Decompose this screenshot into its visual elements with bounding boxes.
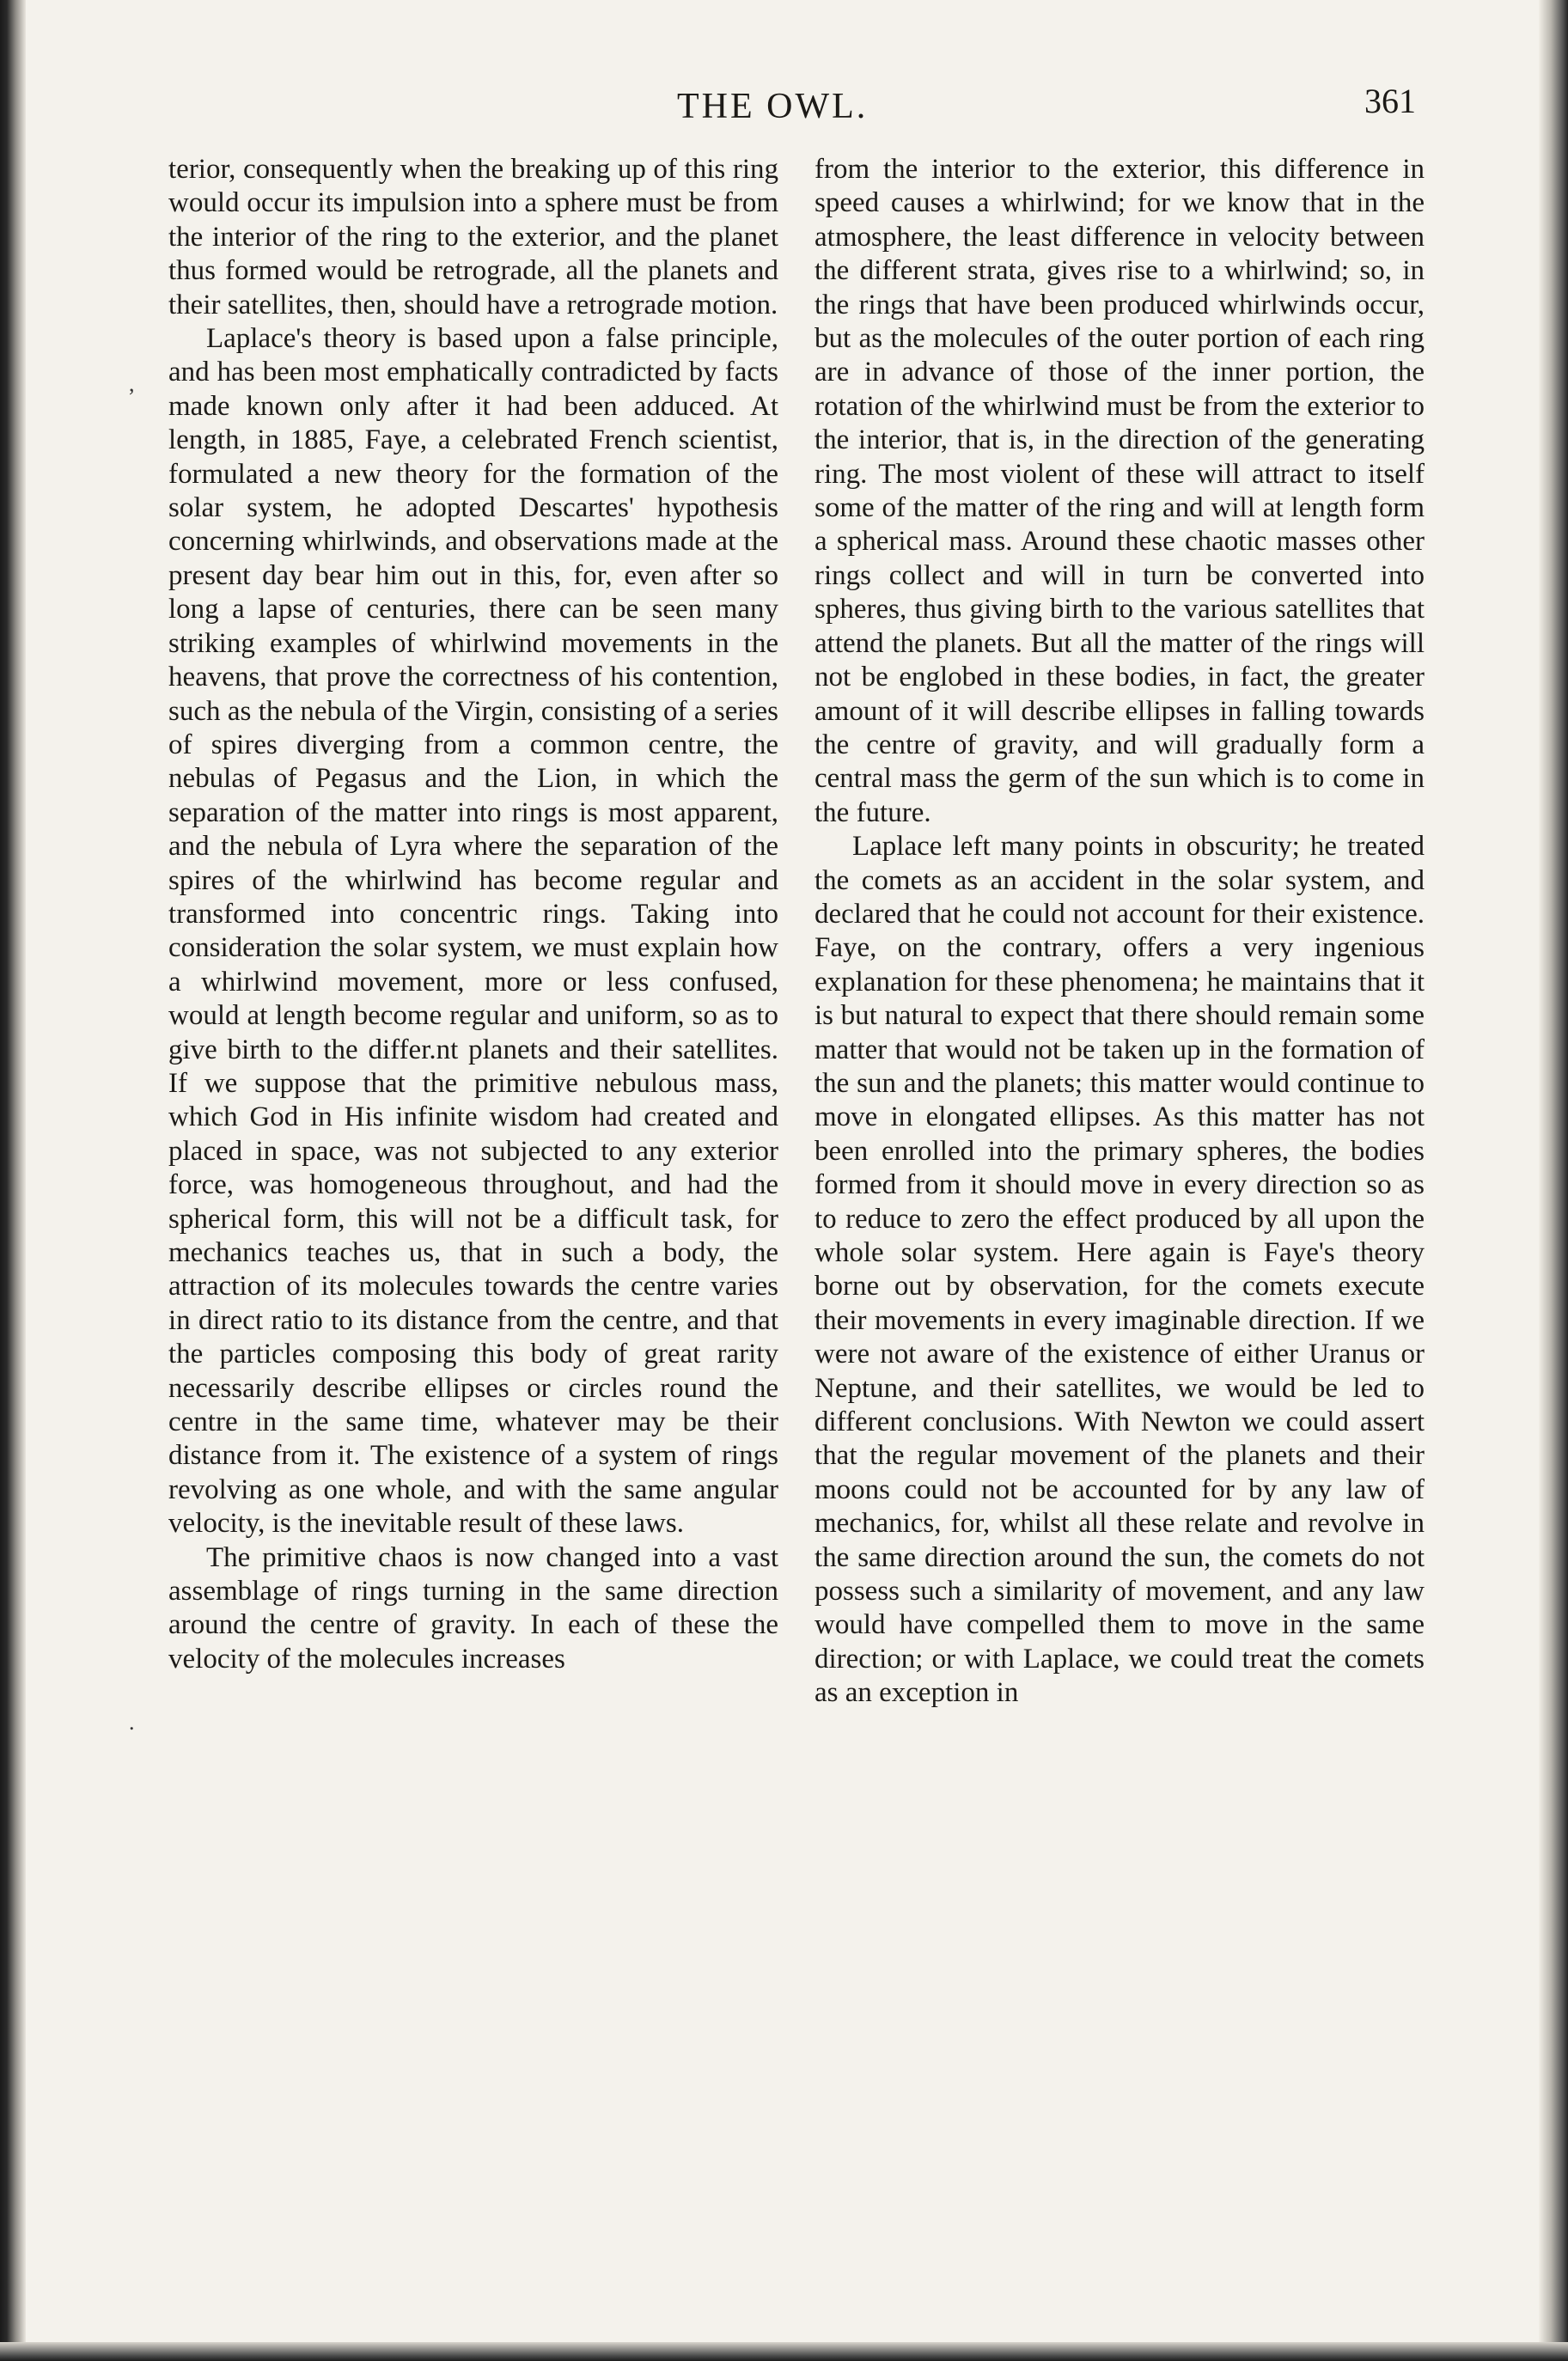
paragraph: Laplace left many points in obscurity; he treated the comets as an accident in the solar system, and declared that he could not account for their existence. Faye, on the contrary, offers a very ingenious explanation for these phenomena; he maintains that it is but natural to expect that there should remain some matter that would not be taken up in the formation of the sun and the planets; this matter would continue to move in elongated ellipses. As this matter has not been enrolled into the primary spheres, the bodies formed from it should move in every direction so as to reduce to zero the effect produced by all upon the whole solar system. Here again is Faye's theory borne out by observation, for the comets execute their movements in every imaginable direction. If we were not aware of the existence of either Uranus or Neptune, and their satellites, we would be led to different conclusions. With Newton we could assert that the regular movement of the planets and their moons could not be accounted for by any law of mechanics, for, whilst all these relate and revolve in the same direction around the sun, the comets do not possess such a similarity of movement, and any law would have compelled them to move in the same direction; or with Laplace, we could treat the comets as an exception in: [815, 831, 1425, 1709]
paragraph: terior, consequently when the breaking up of this ring would occur its impulsion into a sphere must be from the interior of the ring to the exterior, and the planet thus formed would be retrograde, all the planets and their satellites, then, should have a retrograde motion.: [168, 154, 778, 320]
page-number: 361: [1364, 82, 1416, 120]
left-column: [168, 153, 778, 1676]
margin-mark: ,: [129, 371, 135, 396]
right-column: [815, 153, 1425, 1711]
running-title: THE OWL.: [677, 87, 869, 126]
page-edge-right: [1539, 0, 1568, 2361]
paragraph: from the interior to the exterior, this difference in speed causes a whirlwind; for we know that in the atmosphere, the least difference in velocity between the different strata, gives rise to a whirlwind; so, in the rings that have been produced whirlwinds occur, but as the molecules of the outer portion of each ring are in advance of those of the inner portion, the rotation of the whirlwind must be from the exterior to the interior, that is, in the direction of the generating ring. The most violent of these will attract to itself some of the matter of the ring and will at length form a spherical mass. Around these chaotic masses other rings collect and will in turn be converted into spheres, thus giving birth to the various satellites that attend the planets. But all the matter of the rings will not be englobed in these bodies, in fact, the greater amount of it will describe ellipses in falling towards the centre of gravity, and will gradually form a central mass the germ of the sun which is to come in the future.: [815, 154, 1425, 828]
paragraph: Laplace's theory is based upon a false principle, and has been most emphatically contradicted by facts made known only after it had been adduced. At length, in 1885, Faye, a celebrated French scientist, formulated a new theory for the formation of the solar system, he adopted Descartes' hypothesis concerning whirlwinds, and observations made at the present day bear him out in this, for, even after so long a lapse of centuries, there can be seen many striking examples of whirlwind movements in the heavens, that prove the correctness of his contention, such as the nebula of the Virgin, consisting of a series of spires diverging from a common centre, the nebulas of Pegasus and the Lion, in which the separation of the matter into rings is most apparent, and the nebula of Lyra where the separation of the spires of the whirlwind has become regular and transformed into concentric rings. Taking into consideration the solar system, we must explain how a whirlwind movement, more or less confused, would at length become regular and uniform, so as to give birth to the differ.nt planets and their satellites. If we suppose that the primitive nebulous mass, which God in His infinite wisdom had created and placed in space, was not subjected to any exterior force, was homogeneous throughout, and had the spherical form, this will not be a difficult task, for mechanics teaches us, that in such a body, the attraction of its molecules towards the centre varies in direct ratio to its distance from the centre, and that the particles composing this body of great rarity necessarily describe ellipses or circles round the centre in the same time, whatever may be their distance from it. The existence of a system of rings revolving as one whole, and with the same angular velocity, is the inevitable result of these laws.: [168, 323, 778, 1540]
margin-mark: .: [129, 1710, 135, 1735]
paragraph: The primitive chaos is now changed into a vast assemblage of rings turning in the same direction around the centre of gravity. In each of these the velocity of the molecules increases: [168, 1541, 778, 1675]
page-edge-bottom: [0, 2342, 1568, 2361]
binding-shadow-left: [0, 0, 26, 2361]
